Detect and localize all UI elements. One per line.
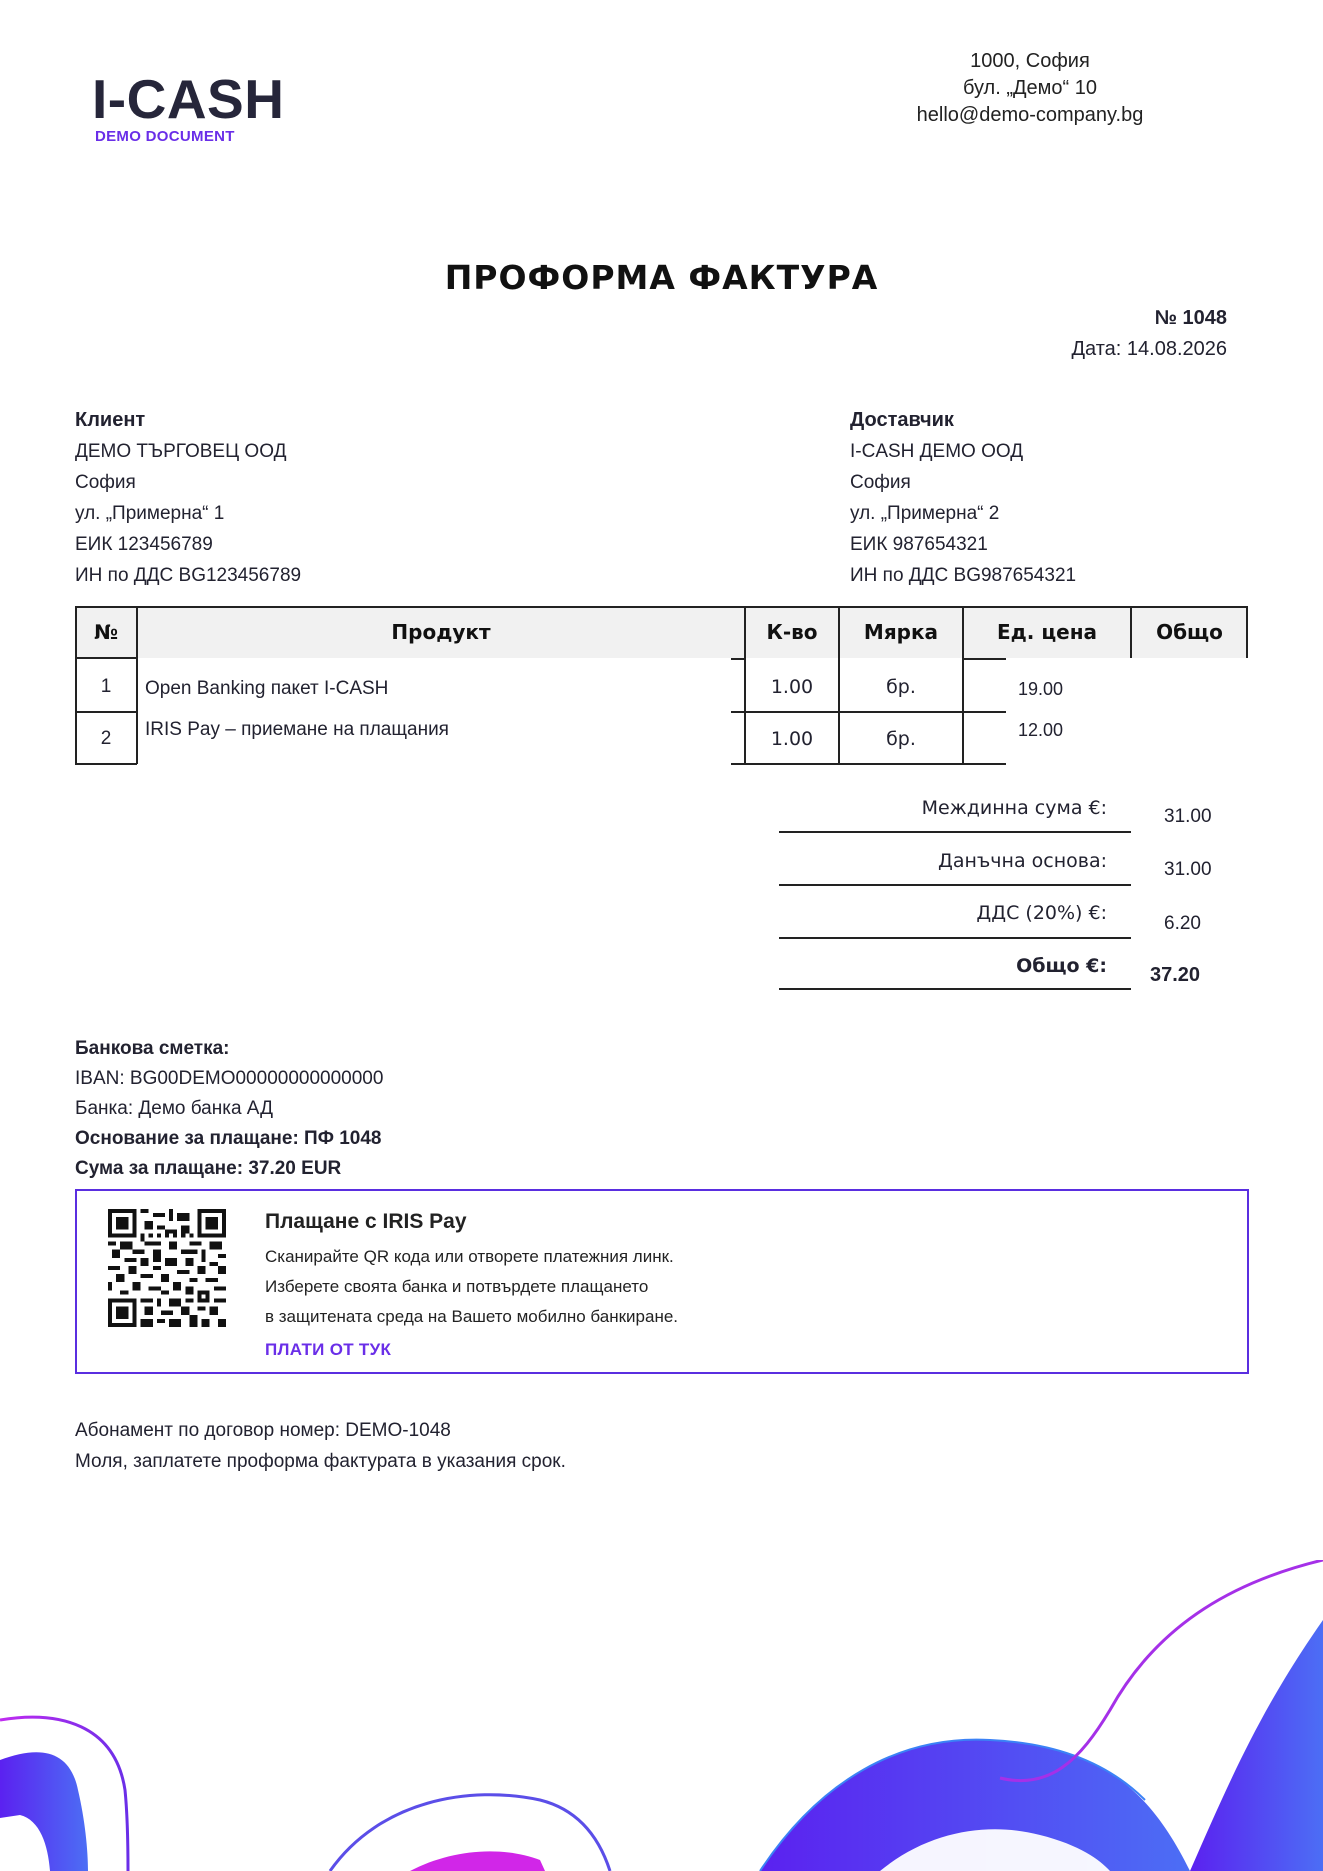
contract-note: Абонамент по договор номер: DEMO-1048	[75, 1420, 451, 1441]
client-street: ул. „Примерна“ 1	[75, 503, 225, 524]
client-vat: ИН по ДДС BG123456789	[75, 565, 302, 586]
row-2-unit: бр.	[886, 728, 916, 750]
tax-base-value: 31.00	[1164, 859, 1212, 880]
table-line	[745, 763, 839, 765]
supplier-eik: ЕИК 987654321	[850, 534, 988, 555]
client-heading: Клиент	[75, 409, 146, 431]
supplier-city: София	[850, 472, 911, 493]
qr-code-icon[interactable]	[108, 1209, 226, 1327]
th-unit-price: Ед. цена	[963, 606, 1131, 658]
tax-base-label: Данъчна основа:	[937, 850, 1107, 872]
document-date: Дата: 14.08.2026	[1071, 338, 1227, 360]
subtotal-label: Междинна сума €:	[921, 797, 1107, 819]
table-line	[1130, 606, 1132, 658]
table-line	[75, 711, 137, 713]
company-logo: I-CASH	[92, 68, 285, 130]
table-border-top	[75, 606, 1248, 608]
table-line	[75, 763, 137, 765]
totals-divider	[779, 831, 1131, 833]
bank-block	[75, 1034, 383, 1184]
table-line	[839, 763, 963, 765]
table-line	[731, 711, 745, 713]
items-table	[75, 606, 1248, 764]
supplier-vat: ИН по ДДС BG987654321	[850, 565, 1077, 586]
table-line	[731, 763, 745, 765]
th-unit: Мярка	[839, 606, 963, 658]
total-value: 37.20	[1150, 964, 1201, 986]
address-line-1: 1000, София	[970, 50, 1090, 72]
table-line	[745, 711, 839, 713]
bank-iban: IBAN: BG00DEMO00000000000000	[75, 1068, 384, 1089]
client-eik: ЕИК 123456789	[75, 534, 213, 555]
payment-reason: Основание за плащане: ПФ 1048	[75, 1128, 382, 1149]
row-1-number: 1	[100, 676, 112, 697]
document-title: ПРОФОРМА ФАКТУРА	[444, 258, 879, 297]
row-2-quantity: 1.00	[770, 728, 814, 750]
row-1-product: Open Banking пакет I-CASH	[145, 678, 389, 699]
table-line	[1246, 606, 1248, 658]
company-email: hello@demo-company.bg	[916, 104, 1144, 126]
vat-value: 6.20	[1164, 913, 1201, 934]
iris-instructions	[265, 1242, 678, 1332]
payment-amount: Сума за плащане: 37.20 EUR	[75, 1158, 342, 1179]
vat-label: ДДС (20%) €:	[976, 902, 1107, 924]
total-label: Общо €:	[1016, 955, 1107, 977]
address-line-2: бул. „Демо“ 10	[962, 77, 1098, 99]
row-1-unit: бр.	[886, 676, 916, 698]
subtotal-value: 31.00	[1164, 806, 1212, 827]
table-line	[731, 658, 745, 660]
iris-line-3: в защитената среда на Вашето мобилно банкиране.	[265, 1307, 679, 1326]
company-address	[880, 48, 1180, 129]
supplier-block	[850, 405, 1076, 591]
supplier-street: ул. „Примерна“ 2	[850, 503, 1000, 524]
row-1-quantity: 1.00	[770, 676, 814, 698]
row-2-unit-price: 12.00	[1018, 720, 1064, 740]
logo-subtitle: DEMO DOCUMENT	[95, 128, 235, 145]
table-line	[839, 711, 963, 713]
decorative-waves	[0, 1560, 1323, 1871]
bank-heading: Банкова сметка:	[75, 1038, 230, 1059]
payment-note: Моля, заплатете проформа фактурата в указания срок.	[75, 1451, 566, 1472]
iris-line-1: Сканирайте QR кода или отворете платежния линк.	[265, 1247, 674, 1266]
row-2-product: IRIS Pay – приемане на плащания	[145, 719, 449, 740]
table-line	[75, 657, 137, 659]
table-line	[963, 711, 1006, 713]
client-block	[75, 405, 301, 591]
totals-divider	[779, 937, 1131, 939]
pay-here-link[interactable]: ПЛАТИ ОТ ТУК	[265, 1340, 392, 1359]
th-product: Продукт	[137, 606, 745, 658]
row-1-unit-price: 19.00	[1018, 679, 1064, 699]
th-quantity: К-во	[745, 606, 839, 658]
th-total: Общо	[1131, 606, 1248, 658]
totals-divider	[779, 884, 1131, 886]
table-line	[963, 658, 1006, 660]
client-name: ДЕМО ТЪРГОВЕЦ ООД	[75, 441, 287, 462]
client-city: София	[75, 472, 136, 493]
th-number: №	[75, 606, 137, 658]
iris-title: Плащане с IRIS Pay	[265, 1210, 467, 1233]
row-2-number: 2	[100, 728, 112, 749]
totals-divider	[779, 988, 1131, 990]
document-number: № 1048	[1154, 307, 1227, 329]
footer-notes	[75, 1415, 566, 1477]
table-line	[963, 763, 1006, 765]
supplier-heading: Доставчик	[850, 409, 954, 431]
supplier-name: I-CASH ДЕМО ООД	[850, 441, 1024, 462]
iris-line-2: Изберете своята банка и потвърдете плащането	[265, 1277, 649, 1296]
bank-name: Банка: Демо банка АД	[75, 1098, 273, 1119]
